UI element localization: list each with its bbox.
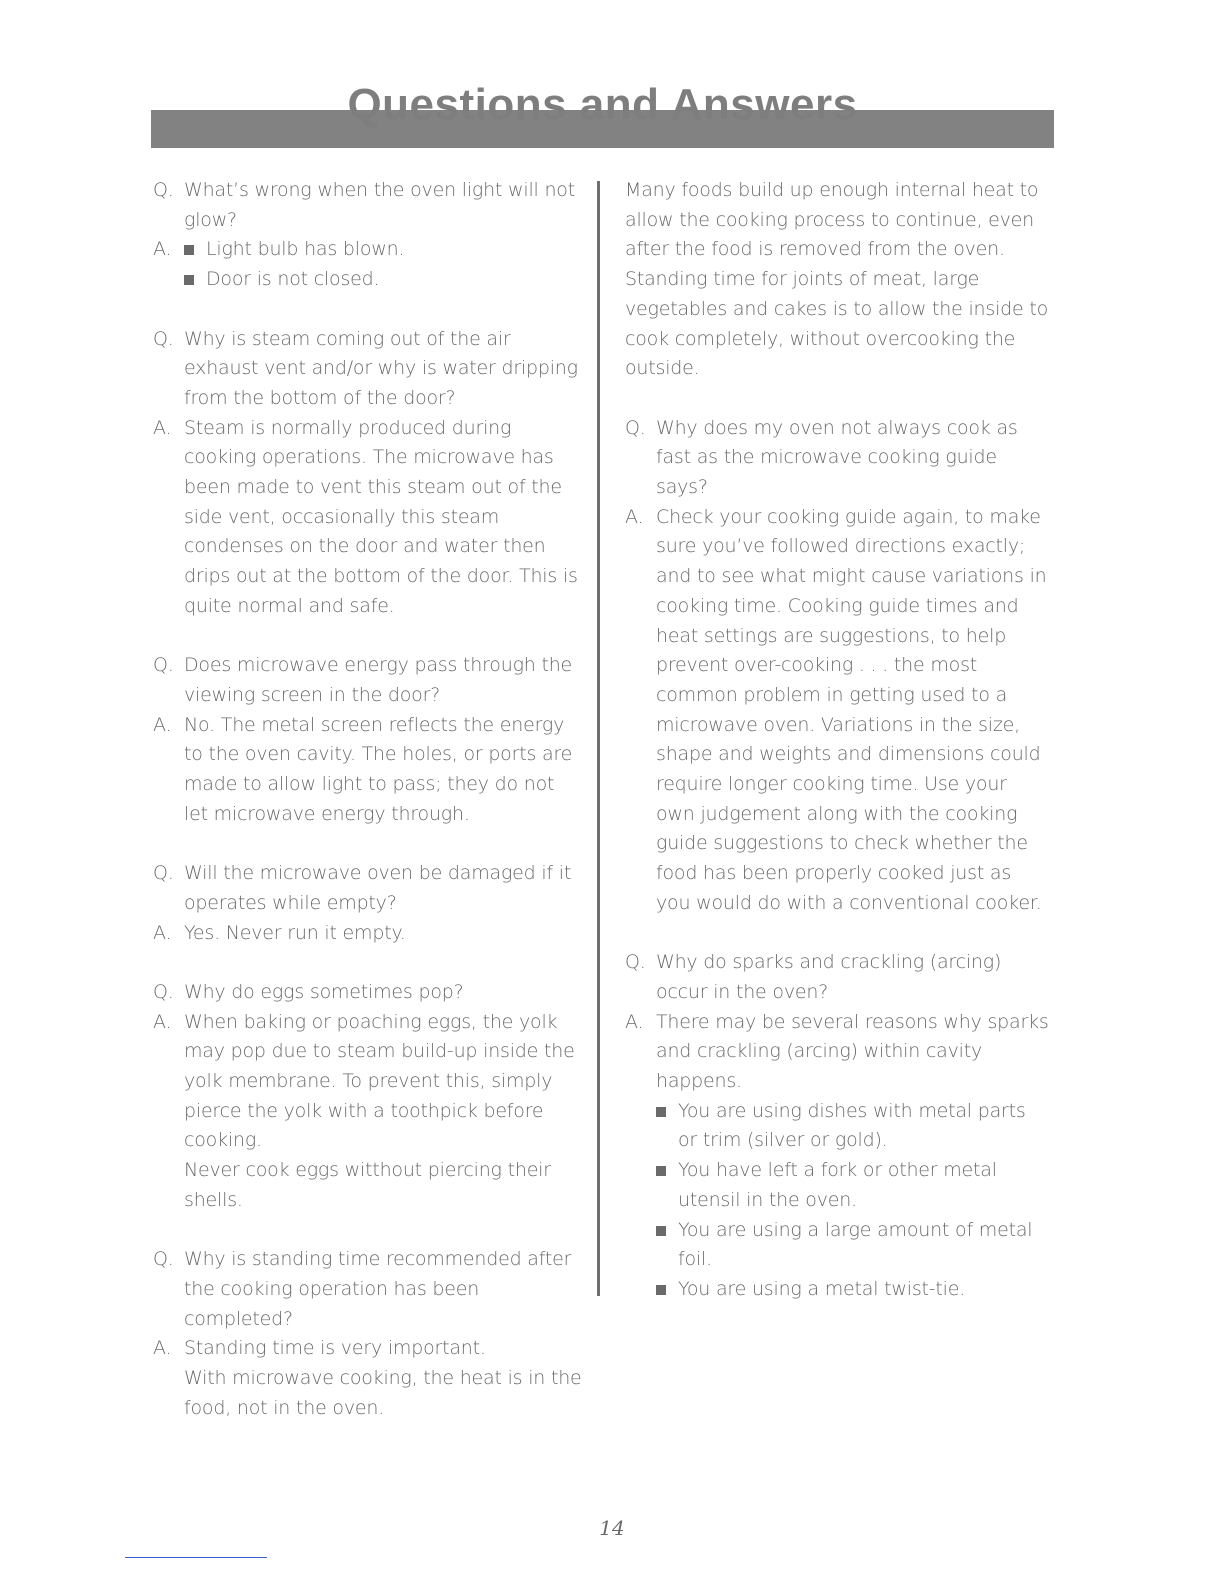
question-label: Q. bbox=[153, 980, 174, 1003]
answer-label: A. bbox=[153, 1010, 172, 1033]
qa-item-empty-oven bbox=[153, 859, 583, 948]
answer-bullet: You are using a metal twist-tie. bbox=[678, 1277, 966, 1300]
square-bullet-icon bbox=[184, 265, 206, 295]
square-bullet-icon bbox=[656, 1097, 678, 1156]
square-bullet-icon bbox=[184, 235, 206, 265]
answer-text: There may be several reasons why sparks and crackling (arcing) within cavity happens. bbox=[656, 1010, 1049, 1093]
question-label: Q. bbox=[153, 862, 174, 885]
answer-bullet: Door is not closed. bbox=[206, 268, 380, 291]
question-label: Q. bbox=[625, 951, 646, 974]
square-bullet-icon bbox=[656, 1156, 678, 1215]
answer-text: Steam is normally produced during cooking operations. The microwave has been made to vent this steam out of the side vent, occasionally this steam condenses on the door and water then drips out at the bottom of the door. This is quite normal and safe. bbox=[184, 416, 578, 617]
question-label: Q. bbox=[153, 654, 174, 677]
answer-text: Check your cooking guide again, to make sure you’ve followed directions exactly; and to see what might cause variations in cooking time. Cooking guide times and heat settings are suggestions, to help prevent over-cooking . . . the most common problem in getting used to a microwave oven. Variations in the size, shape and weights and dimensions could require longer cooking time. Use your own judgement along with the cooking guide suggestions to check whether the food has been properly cooked just as you would do with a conventional cooker. bbox=[656, 505, 1047, 914]
page-title: Questions and Answers bbox=[347, 80, 858, 129]
answer-label: A. bbox=[153, 416, 172, 439]
answer-text-extra: Never cook eggs witthout piercing their shells. bbox=[184, 1159, 551, 1211]
question-text: Why is steam coming out of the air exhaust vent and/or why is water dripping from the bottom of the door? bbox=[184, 327, 578, 409]
square-bullet-icon bbox=[656, 1216, 678, 1275]
header-bar bbox=[151, 80, 1054, 148]
qa-item-sparks bbox=[625, 948, 1050, 1304]
question-text: Why does my oven not always cook as fast as the microwave cooking guide says? bbox=[656, 416, 1018, 499]
answer-bullet: You are using a large amount of metal foil. bbox=[678, 1218, 1033, 1271]
qa-item-eggs bbox=[153, 978, 583, 1216]
qa-item-steam bbox=[153, 325, 583, 622]
qa-item-standing-time bbox=[153, 1245, 583, 1423]
qa-item-viewing-screen bbox=[153, 651, 583, 829]
answer-text: Standing time is very important. bbox=[184, 1337, 486, 1360]
question-text: Why do sparks and crackling (arcing) occur in the oven? bbox=[656, 951, 1002, 1003]
answer-text: No. The metal screen reflects the energy to the oven cavity. The holes, or ports are made to allow light to pass; they do not let microwave energy through. bbox=[184, 713, 573, 825]
question-label: Q. bbox=[153, 1248, 174, 1271]
answer-bullet: You are using dishes with metal parts or trim (silver or gold). bbox=[678, 1099, 1026, 1152]
question-text: What’s wrong when the oven light will not glow? bbox=[184, 179, 575, 231]
question-text: Does microwave energy pass through the viewing screen in the door? bbox=[184, 654, 573, 706]
footer-rule bbox=[125, 1557, 267, 1558]
answer-label: A. bbox=[625, 505, 644, 528]
answer-text: When baking or poaching eggs, the yolk may pop due to steam build-up inside the yolk membrane. To prevent this, simply pierce the yolk with a toothpick before cooking. bbox=[184, 1010, 575, 1152]
right-column bbox=[625, 176, 1050, 1305]
answer-continuation: Many foods build up enough internal heat to allow the cooking process to continue, even after the food is removed from the oven. Standing time for joints of meat, large vegetables and cakes is to allow the inside to cook completely, without overcooking the outside. bbox=[625, 179, 1049, 380]
square-bullet-icon bbox=[656, 1275, 678, 1305]
answer-text: Yes. Never run it empty. bbox=[184, 921, 406, 944]
question-text: Why is standing time recommended after the cooking operation has been completed? bbox=[184, 1248, 572, 1330]
question-label: Q. bbox=[625, 416, 646, 439]
answer-label: A. bbox=[153, 921, 172, 944]
answer-bullet: Light bulb has blown. bbox=[206, 238, 405, 261]
column-divider bbox=[597, 181, 600, 1296]
answer-label: A. bbox=[153, 713, 172, 736]
answer-bullet: You have left a fork or other metal utensil in the oven. bbox=[678, 1159, 997, 1211]
question-label: Q. bbox=[153, 327, 174, 350]
answer-text-extra: With microwave cooking, the heat is in the food, not in the oven. bbox=[184, 1367, 582, 1419]
question-label: Q. bbox=[153, 179, 174, 201]
answer-label: A. bbox=[153, 1337, 172, 1360]
question-text: Will the microwave oven be damaged if it operates while empty? bbox=[184, 862, 572, 914]
qa-item-oven-light bbox=[153, 176, 583, 295]
answer-label: A. bbox=[625, 1010, 644, 1033]
qa-item-cooking-speed bbox=[625, 414, 1050, 919]
answer-label: A. bbox=[153, 238, 172, 261]
question-text: Why do eggs sometimes pop? bbox=[184, 980, 464, 1003]
left-column bbox=[153, 176, 583, 1423]
page-number: 14 bbox=[599, 1516, 625, 1540]
